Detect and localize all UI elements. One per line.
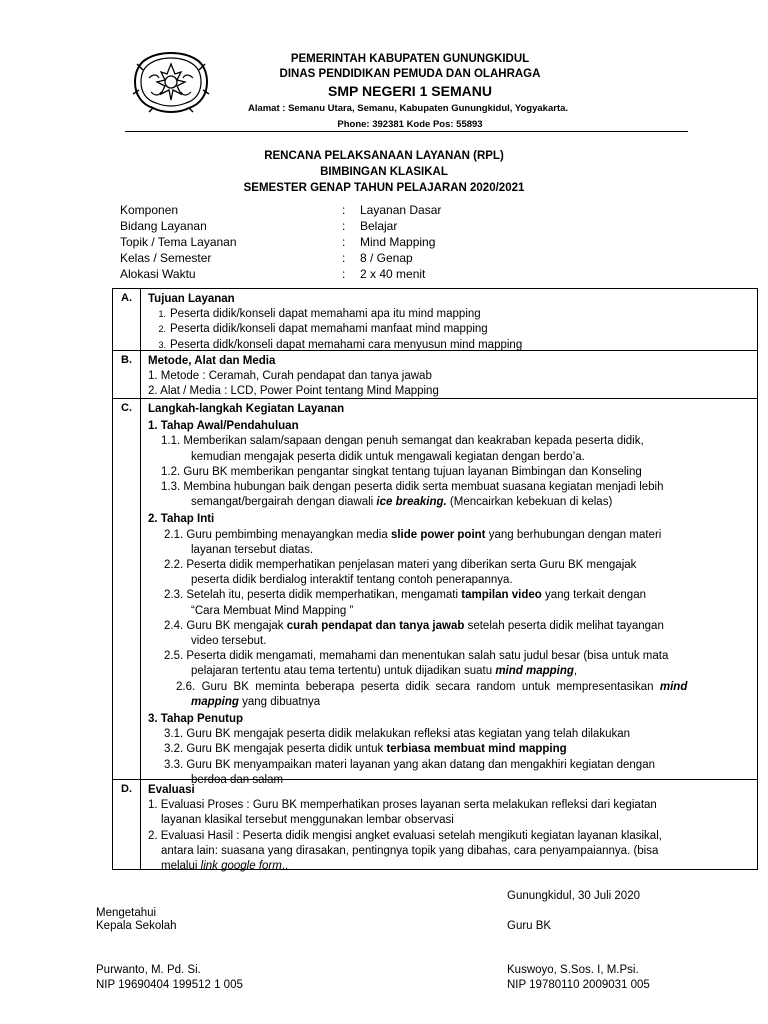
eval-result: 2. Evaluasi Hasil : Peserta didik mengisi angket evaluasi setelah mengikuti kegiatan layanan klasikal,	[148, 829, 662, 842]
section-letter: B.	[113, 351, 141, 398]
section-heading: Evaluasi	[148, 784, 195, 796]
section-d	[113, 780, 757, 873]
list-item: 3. Peserta didk/konseli dapat memahami cara menyusun mind mapping	[158, 338, 523, 351]
section-letter: D.	[113, 780, 141, 869]
section-body	[148, 783, 751, 874]
letterhead-department: DINAS PENDIDIKAN PEMUDA DAN OLAHRAGA	[279, 68, 541, 80]
info-row: Alokasi Waktu : 2 x 40 menit	[120, 267, 426, 281]
step-2-3-cont: “Cara Membuat Mind Mapping ”	[191, 604, 354, 617]
stage-heading: 2. Tahap Inti	[148, 513, 215, 526]
step-2-6: 2.6. Guru BK meminta beberapa peserta didik secara random untuk mempresentasikan mind	[176, 680, 688, 693]
step-3-1: 3.1. Guru BK mengajak peserta didik melakukan refleksi atas kegiatan yang telah dilakukan	[164, 728, 631, 741]
letterhead-divider	[125, 131, 688, 132]
eval-process-cont: layanan klasikal tersebut menggunakan lembar observasi	[161, 814, 454, 827]
method-line: 1. Metode : Ceramah, Curah pendapat dan tanya jawab	[148, 370, 432, 383]
step-2-5-cont: pelajaran tertentu atau tema tertentu) untuk dijadikan suatu mind mapping,	[191, 665, 578, 678]
letterhead-government: PEMERINTAH KABUPATEN GUNUNGKIDUL	[290, 53, 530, 65]
section-letter: C.	[113, 399, 141, 779]
media-line: 2. Alat / Media : LCD, Power Point tentang Mind Mapping	[148, 385, 439, 398]
step-1-1: 1.1. Memberikan salam/sapaan dengan penuh semangat dan keakraban kepada peserta didik,	[161, 435, 644, 448]
list-item: 1. Peserta didik/konseli dapat memahami apa itu mind mapping	[158, 308, 481, 321]
step-2-4: 2.4. Guru BK mengajak curah pendapat dan tanya jawab setelah peserta didik melihat tayangan	[164, 619, 664, 632]
step-1-1-cont: kemudian mengajak peserta didik untuk mengawali kegiatan dengan berdo’a.	[191, 450, 585, 463]
step-2-6-cont: mapping yang dibuatnya	[191, 695, 321, 708]
counselor-name: Kuswoyo, S.Sos. I, M.Psi.	[507, 964, 639, 976]
info-row: Bidang Layanan : Belajar	[120, 219, 398, 233]
step-2-1-cont: layanan tersebut diatas.	[191, 543, 314, 556]
section-letter: A.	[113, 289, 141, 350]
list-item: 2. Peserta didik/konseli dapat memahami manfaat mind mapping	[158, 323, 488, 336]
info-row: Topik / Tema Layanan : Mind Mapping	[120, 235, 436, 249]
school-emblem-logo	[131, 50, 211, 114]
letterhead-school-name: SMP NEGERI 1 SEMANU	[328, 83, 492, 99]
title-line-2: BIMBINGAN KLASIKAL	[320, 166, 448, 178]
step-3-3: 3.3. Guru BK menyampaikan materi layanan yang akan datang dan mengakhiri kegiatan dengan	[164, 758, 655, 771]
left-role-1: Mengetahui	[96, 907, 157, 919]
letterhead-address: Alamat : Semanu Utara, Semanu, Kabupaten Gunungkidul, Yogyakarta.	[247, 103, 569, 114]
title-line-1: RENCANA PELAKSANAAN LAYANAN (RPL)	[264, 150, 504, 162]
plan-table	[112, 288, 758, 873]
step-1-3-cont: semangat/bergairah dengan diawali ice breaking. (Mencairkan kebekuan di kelas)	[191, 496, 613, 509]
info-row: Komponen : Layanan Dasar	[120, 203, 442, 217]
step-1-2: 1.2. Guru BK memberikan pengantar singkat tentang tujuan layanan Bimbingan dan Konseling	[161, 465, 642, 478]
eval-result-cont: antara lain: suasana yang dirasakan, pentingnya topik yang dibahas, cara penyampaiannya. (bisa	[161, 844, 659, 857]
section-body	[148, 292, 751, 353]
eval-process: 1. Evaluasi Proses : Guru BK memperhatikan proses layanan serta melakukan refleksi dari kegiatan	[148, 799, 657, 812]
step-2-5: 2.5. Peserta didik mengamati, memahami dan menentukan salah satu judul besar (bisa untuk mata	[164, 650, 669, 663]
section-b	[113, 351, 757, 399]
place-date: Gunungkidul, 30 Juli 2020	[507, 890, 640, 902]
left-role-2: Kepala Sekolah	[96, 920, 177, 932]
headmaster-nip: NIP 19690404 199512 1 005	[96, 979, 243, 991]
stage-heading: 1. Tahap Awal/Pendahuluan	[148, 420, 299, 433]
document-title	[120, 148, 648, 196]
step-3-3-cont: berdoa dan salam	[191, 773, 284, 786]
step-2-3: 2.3. Setelah itu, peserta didik memperhatikan, mengamati tampilan video yang terkait dengan	[164, 589, 646, 602]
section-c	[113, 399, 757, 786]
title-line-3: SEMESTER GENAP TAHUN PELAJARAN 2020/2021	[243, 182, 525, 194]
stage-heading: 3. Tahap Penutup	[148, 713, 243, 726]
step-3-2: 3.2. Guru BK mengajak peserta didik untuk terbiasa membuat mind mapping	[164, 743, 567, 756]
eval-result-cont-2: melalui link google form..	[161, 860, 289, 873]
step-2-4-cont: video tersebut.	[191, 635, 267, 648]
section-a	[113, 289, 757, 351]
step-1-3: 1.3. Membina hubungan baik dengan peserta didik serta membuat suasana kegiatan menjadi lebih	[161, 481, 664, 494]
right-role: Guru BK	[507, 920, 552, 932]
counselor-nip: NIP 19780110 2009031 005	[507, 979, 650, 991]
letterhead-phone: Phone: 392381 Kode Pos: 55893	[337, 119, 483, 130]
step-2-2-cont: peserta didik berdialog interaktif tentang contoh penerapannya.	[191, 574, 513, 587]
letterhead	[210, 52, 610, 132]
info-row: Kelas / Semester : 8 / Genap	[120, 251, 413, 265]
section-body	[148, 402, 751, 788]
info-list	[120, 202, 441, 282]
step-2-2: 2.2. Peserta didik memperhatikan penjelasan materi yang diberikan serta Guru BK mengajak	[164, 559, 637, 572]
section-heading: Tujuan Layanan	[148, 293, 235, 305]
section-heading: Langkah-langkah Kegiatan Layanan	[148, 403, 345, 415]
step-2-1: 2.1. Guru pembimbing menayangkan media slide power point yang berhubungan dengan materi	[164, 528, 662, 541]
section-heading: Metode, Alat dan Media	[148, 355, 276, 367]
headmaster-name: Purwanto, M. Pd. Si.	[96, 964, 201, 976]
section-body	[148, 354, 751, 400]
